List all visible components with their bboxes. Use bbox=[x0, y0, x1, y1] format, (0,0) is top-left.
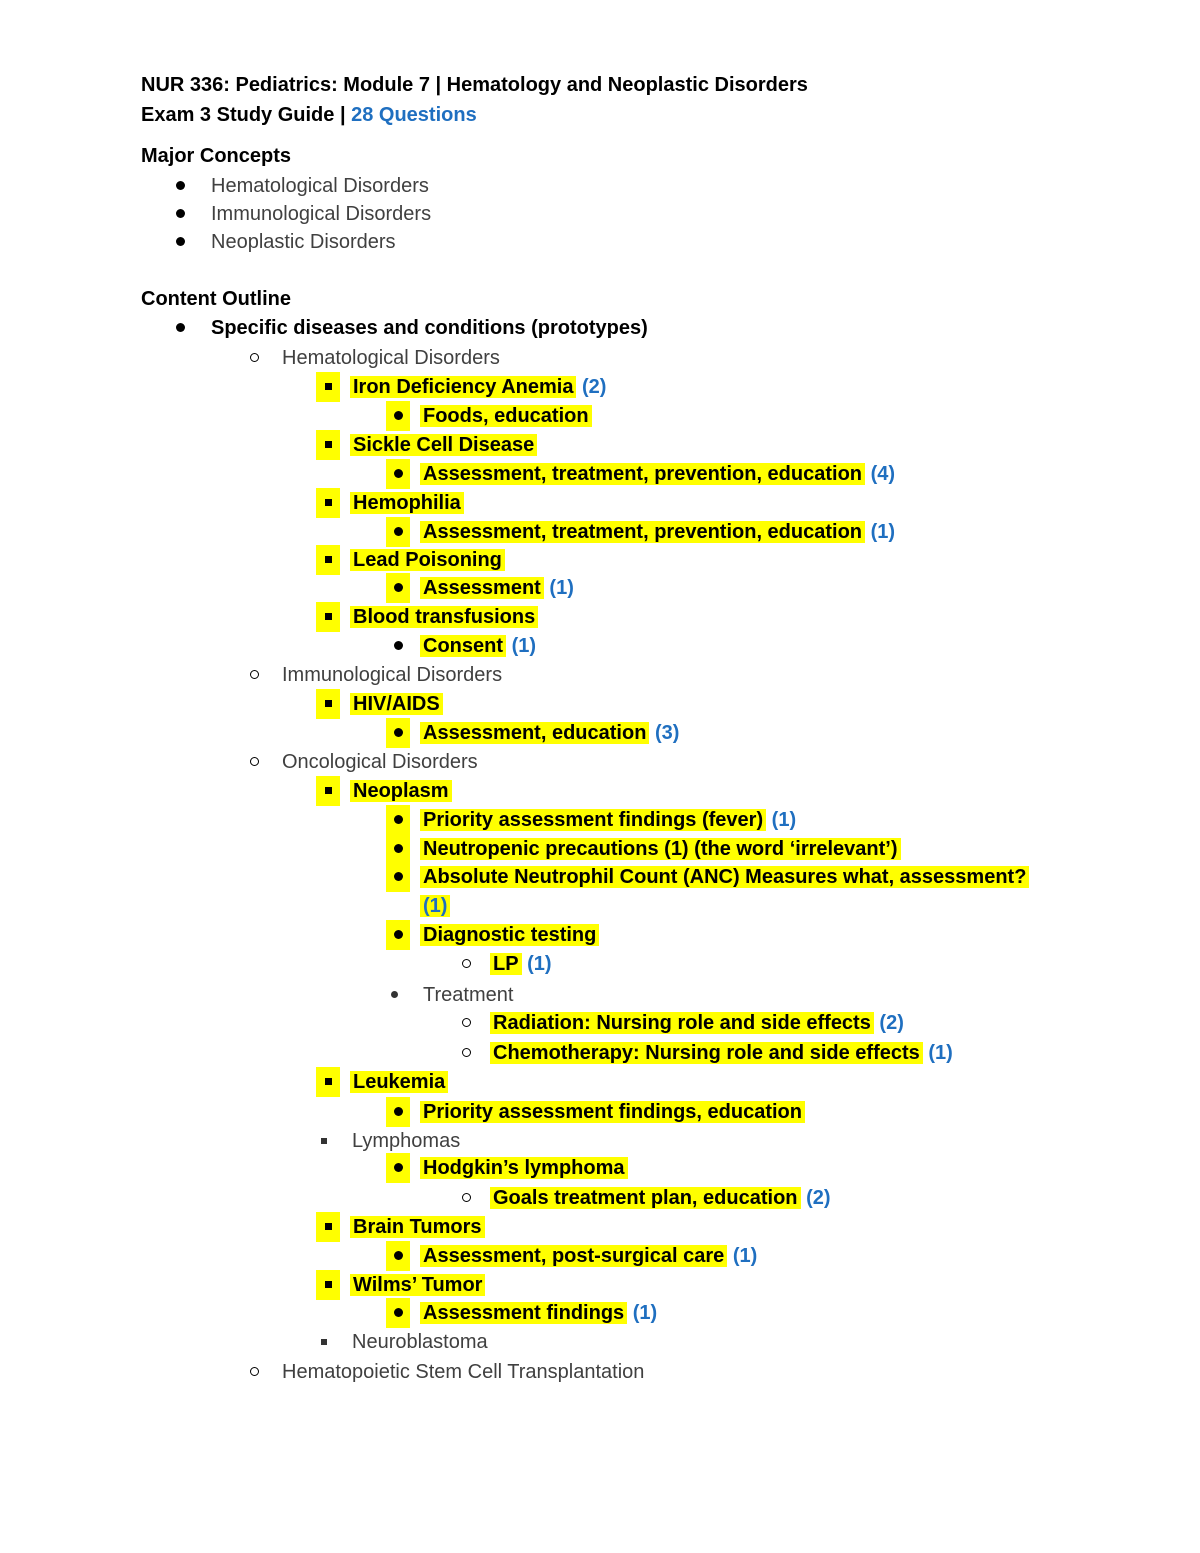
highlighted-text: Assessment, post-surgical care bbox=[420, 1245, 727, 1267]
bullet-square-icon bbox=[316, 372, 340, 402]
treatment-label: Treatment bbox=[423, 984, 514, 1006]
bullet-dot-icon bbox=[386, 1153, 410, 1183]
highlighted-text: Radiation: Nursing role and side effects bbox=[490, 1012, 874, 1034]
bullet-dot-icon bbox=[386, 1298, 410, 1328]
question-count: (2) bbox=[879, 1012, 904, 1034]
bullet-dot-icon bbox=[386, 631, 410, 661]
question-count: (2) bbox=[582, 376, 607, 398]
bullet-square-icon bbox=[312, 1327, 336, 1357]
page-subtitle bbox=[141, 100, 477, 130]
bullet-square-icon bbox=[316, 545, 340, 575]
page-title: NUR 336: Pediatrics: Module 7 | Hematology and Neoplastic Disorders bbox=[141, 74, 808, 96]
bullet-dot-icon bbox=[386, 1241, 410, 1271]
highlighted-text: Assessment, education bbox=[420, 722, 649, 744]
highlighted-text: Leukemia bbox=[350, 1071, 448, 1093]
bullet-dot-icon bbox=[386, 1097, 410, 1127]
bullet-dot-icon bbox=[168, 199, 192, 229]
question-count: 28 Questions bbox=[351, 104, 477, 126]
section-label: Hematological Disorders bbox=[282, 347, 500, 369]
major-concepts-heading: Major Concepts bbox=[141, 145, 292, 167]
bullet-dot-icon bbox=[168, 171, 192, 201]
highlighted-text: Priority assessment findings, education bbox=[420, 1101, 805, 1123]
highlighted-text: LP bbox=[490, 953, 522, 975]
section-label: Oncological Disorders bbox=[282, 751, 478, 773]
bullet-dot-icon bbox=[382, 980, 406, 1010]
bullet-square-icon bbox=[316, 1212, 340, 1242]
highlighted-text: Foods, education bbox=[420, 405, 592, 427]
bullet-circle-icon bbox=[454, 949, 478, 979]
highlighted-text: Assessment bbox=[420, 577, 544, 599]
bullet-dot-icon bbox=[386, 862, 410, 892]
question-count: (1) bbox=[732, 1245, 758, 1267]
bullet-circle-icon bbox=[454, 1008, 478, 1038]
highlighted-text: Neoplasm bbox=[350, 780, 452, 802]
section-label: Hematopoietic Stem Cell Transplantation bbox=[282, 1361, 645, 1383]
question-count: (1) bbox=[928, 1042, 953, 1064]
bullet-dot-icon bbox=[386, 834, 410, 864]
highlighted-text: Assessment findings bbox=[420, 1302, 627, 1324]
bullet-dot-icon bbox=[386, 920, 410, 950]
subtitle-prefix: Exam 3 Study Guide | bbox=[141, 104, 346, 126]
highlighted-text: Neutropenic precautions (1) (the word ‘irrelevant’) bbox=[420, 838, 901, 860]
question-count: (1) bbox=[511, 635, 537, 657]
highlighted-text: Wilms’ Tumor bbox=[350, 1274, 485, 1296]
bullet-square-icon bbox=[316, 776, 340, 806]
question-count: (1) bbox=[549, 577, 574, 599]
highlighted-text: Hemophilia bbox=[350, 492, 464, 514]
highlighted-text: Assessment, treatment, prevention, education bbox=[420, 521, 865, 543]
major-item-text: Hematological Disorders bbox=[211, 175, 429, 197]
bullet-circle-icon bbox=[242, 1357, 266, 1387]
neuroblastoma-label: Neuroblastoma bbox=[352, 1331, 488, 1353]
highlighted-text: Diagnostic testing bbox=[420, 924, 599, 946]
outline-top-item: Specific diseases and conditions (prototypes) bbox=[211, 317, 648, 339]
bullet-square-icon bbox=[316, 488, 340, 518]
bullet-dot-icon bbox=[386, 718, 410, 748]
major-item-text: Neoplastic Disorders bbox=[211, 231, 396, 253]
highlighted-text: Lead Poisoning bbox=[350, 549, 505, 571]
question-count: (3) bbox=[654, 722, 680, 744]
lymphomas-label: Lymphomas bbox=[352, 1130, 461, 1152]
highlighted-text: Hodgkin’s lymphoma bbox=[420, 1157, 628, 1179]
question-count: (1) bbox=[527, 953, 552, 975]
content-outline-heading: Content Outline bbox=[141, 288, 291, 310]
bullet-dot-icon bbox=[386, 805, 410, 835]
highlighted-text: HIV/AIDS bbox=[350, 693, 443, 715]
bullet-square-icon bbox=[316, 430, 340, 460]
bullet-square-icon bbox=[316, 1270, 340, 1300]
question-count: (1) bbox=[632, 1302, 658, 1324]
bullet-dot-icon bbox=[168, 227, 192, 257]
highlighted-text: Assessment, treatment, prevention, education bbox=[420, 463, 865, 485]
question-count: (1) bbox=[870, 521, 896, 543]
bullet-square-icon bbox=[312, 1126, 336, 1156]
bullet-dot-icon bbox=[386, 573, 410, 603]
highlighted-text: Sickle Cell Disease bbox=[350, 434, 537, 456]
section-label: Immunological Disorders bbox=[282, 664, 503, 686]
highlighted-text: Brain Tumors bbox=[350, 1216, 485, 1238]
highlighted-text: Blood transfusions bbox=[350, 606, 538, 628]
question-count: (4) bbox=[870, 463, 896, 485]
highlighted-text: Chemotherapy: Nursing role and side effects bbox=[490, 1042, 923, 1064]
highlighted-text: Consent bbox=[420, 635, 506, 657]
bullet-dot-icon bbox=[168, 313, 192, 343]
bullet-square-icon bbox=[316, 1067, 340, 1097]
question-count: (2) bbox=[806, 1187, 831, 1209]
bullet-circle-icon bbox=[242, 660, 266, 690]
highlighted-text: Iron Deficiency Anemia bbox=[350, 376, 576, 398]
question-count: (1) bbox=[771, 809, 797, 831]
bullet-dot-icon bbox=[386, 517, 410, 547]
bullet-circle-icon bbox=[454, 1038, 478, 1068]
bullet-circle-icon bbox=[454, 1183, 478, 1213]
question-count: (1) bbox=[420, 895, 450, 917]
highlighted-text: Goals treatment plan, education bbox=[490, 1187, 801, 1209]
bullet-dot-icon bbox=[386, 401, 410, 431]
bullet-square-icon bbox=[316, 602, 340, 632]
bullet-square-icon bbox=[316, 689, 340, 719]
highlighted-text: Absolute Neutrophil Count (ANC) Measures what, assessment? bbox=[420, 866, 1029, 888]
bullet-circle-icon bbox=[242, 747, 266, 777]
bullet-circle-icon bbox=[242, 343, 266, 373]
highlighted-text: Priority assessment findings (fever) bbox=[420, 809, 766, 831]
bullet-dot-icon bbox=[386, 459, 410, 489]
major-item-text: Immunological Disorders bbox=[211, 203, 432, 225]
